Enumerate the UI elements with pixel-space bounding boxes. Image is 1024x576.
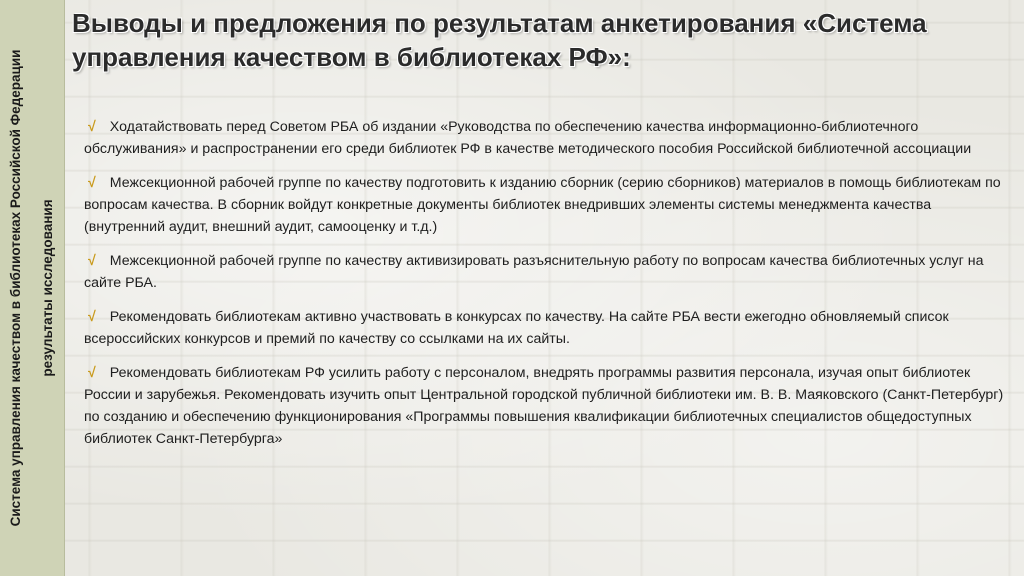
list-item-text: Рекомендовать библиотекам РФ усилить работу с персоналом, внедрять программы развития персонала, изучая опыт библиотек России и зарубежья. Рекомендовать изучить опыт Центральной городской публичной библиотеки им. В. В. Маяковского (Санкт-Петербург) по созданию и обеспечению функционирования «Программы повышения квалификации библиотечных специалистов общедоступных библиотек Санкт-Петербурга» xyxy=(84,365,1004,447)
checkmark-icon: √ xyxy=(88,119,96,135)
sidebar-subtitle: результаты исследования xyxy=(40,199,55,377)
sidebar xyxy=(0,0,65,576)
list-item xyxy=(84,362,1016,450)
slide-title-line-2: управления качеством в библиотеках РФ»: xyxy=(72,42,631,72)
list-item xyxy=(84,172,1016,238)
checkmark-icon: √ xyxy=(88,365,96,381)
slide-title-line-1: Выводы и предложения по результатам анкетирования «Система xyxy=(72,8,927,38)
checkmark-icon: √ xyxy=(88,253,96,269)
list-item-text: Межсекционной рабочей группе по качеству активизировать разъяснительную работу по вопросам качества библиотечных услуг на сайте РБА. xyxy=(84,253,984,291)
list-item-text: Межсекционной рабочей группе по качеству подготовить к изданию сборник (серию сборников) материалов в помощь библиотекам по вопросам качества. В сборник войдут конкретные документы библиотек внедривших элементы системы менеджмента качества (внутренний аудит, внешний аудит, самооценку и т.д.) xyxy=(84,175,1001,235)
list-item-text: Рекомендовать библиотекам активно участвовать в конкурсах по качеству. На сайте РБА вести ежегодно обновляемый список всероссийских конкурсов и премий по качеству со ссылками на их сайты. xyxy=(84,309,949,347)
sidebar-title: Система управления качеством в библиотеках Российской Федерации xyxy=(8,49,23,527)
list-item xyxy=(84,116,1016,160)
list-item-text: Ходатайствовать перед Советом РБА об издании «Руководства по обеспечению качества информационно-библиотечного обслуживания» и распространении его среди библиотек РФ в качестве методического пособия Российской библиотечной ассоциации xyxy=(84,119,972,157)
slide-title xyxy=(72,6,1012,74)
list-item xyxy=(84,250,1016,294)
checkmark-icon: √ xyxy=(88,175,96,191)
recommendations-list xyxy=(84,116,1016,462)
checkmark-icon: √ xyxy=(88,309,96,325)
list-item xyxy=(84,306,1016,350)
